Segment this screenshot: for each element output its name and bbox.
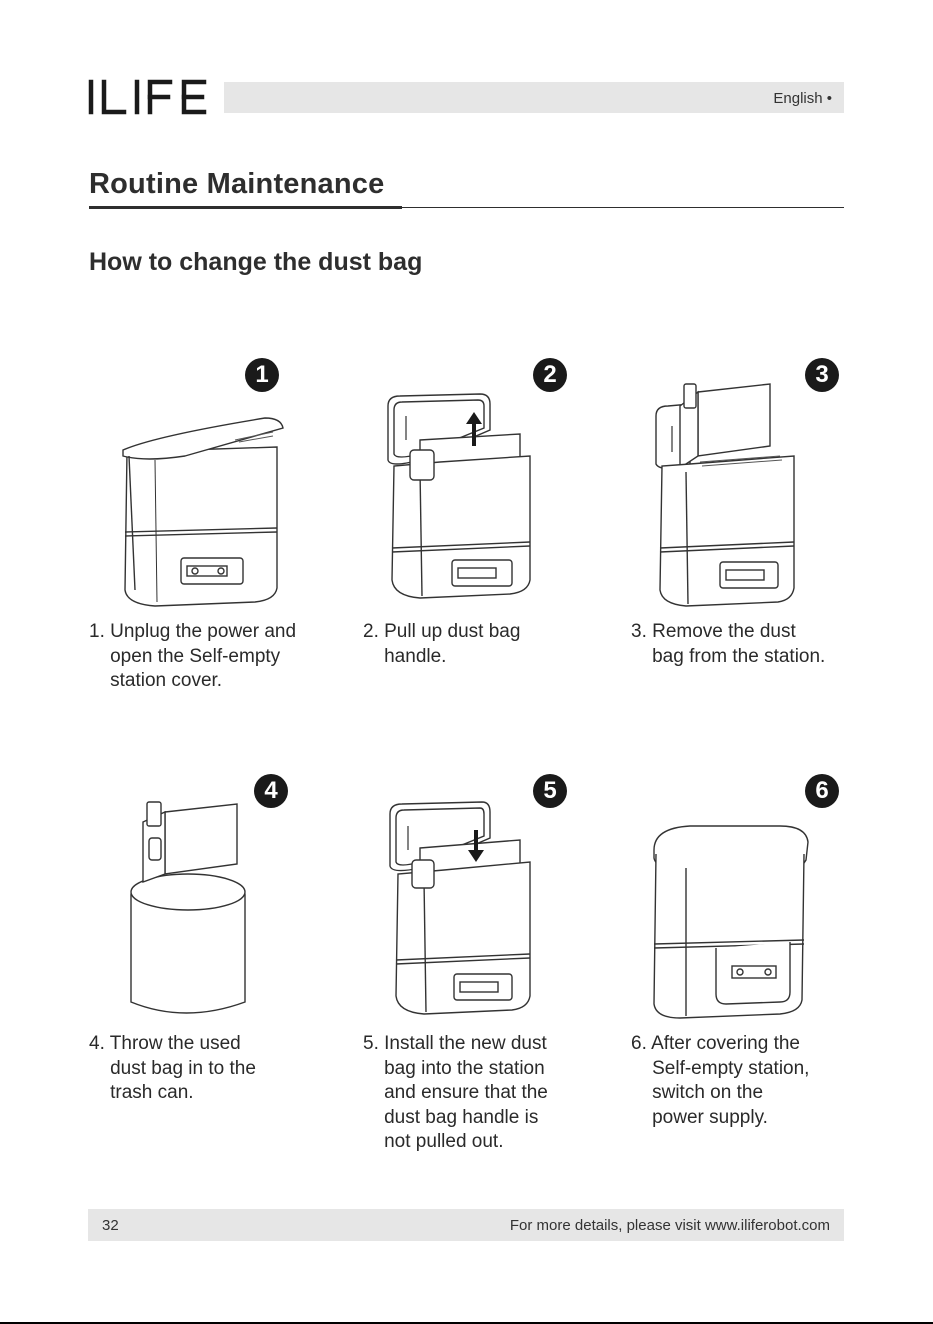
step-badge-1: 1	[245, 358, 279, 392]
footer-bar	[88, 1209, 844, 1241]
step-caption-1: 1. Unplug the power and open the Self-empty station cover.	[89, 621, 297, 691]
ilife-logo	[86, 76, 216, 118]
pull-handle-illustration	[380, 390, 540, 610]
step-caption-4: 4. Throw the used dust bag in to the trash can.	[89, 1033, 256, 1103]
step-caption-2: 2. Pull up dust bag handle.	[363, 621, 521, 667]
page-number: 32	[102, 1217, 119, 1234]
language-label: English •	[773, 90, 832, 107]
trash-can-illustration	[125, 798, 255, 1018]
step-badge-5: 5	[533, 774, 567, 808]
step-badge-6: 6	[805, 774, 839, 808]
step-badge-4: 4	[254, 774, 288, 808]
step-badge-2: 2	[533, 358, 567, 392]
step-caption-3: 3. Remove the dust bag from the station.	[631, 621, 826, 667]
language-bar	[224, 82, 844, 113]
step-badge-3: 3	[805, 358, 839, 392]
closed-station-illustration	[650, 824, 810, 1020]
step-caption-6: 6. After covering the Self-empty station, switch on the power supply.	[631, 1033, 810, 1128]
title-underline	[89, 206, 402, 209]
page-title: Routine Maintenance	[89, 168, 385, 200]
remove-bag-illustration	[650, 376, 800, 608]
station-open-cover-illustration	[115, 412, 285, 612]
install-bag-illustration	[384, 798, 534, 1018]
section-subtitle: How to change the dust bag	[89, 248, 423, 276]
footer-website-text: For more details, please visit www.iliferobot.com	[509, 1217, 830, 1234]
step-caption-5: 5. Install the new dust bag into the station and ensure that the dust bag handle is not pulled out.	[363, 1033, 548, 1152]
